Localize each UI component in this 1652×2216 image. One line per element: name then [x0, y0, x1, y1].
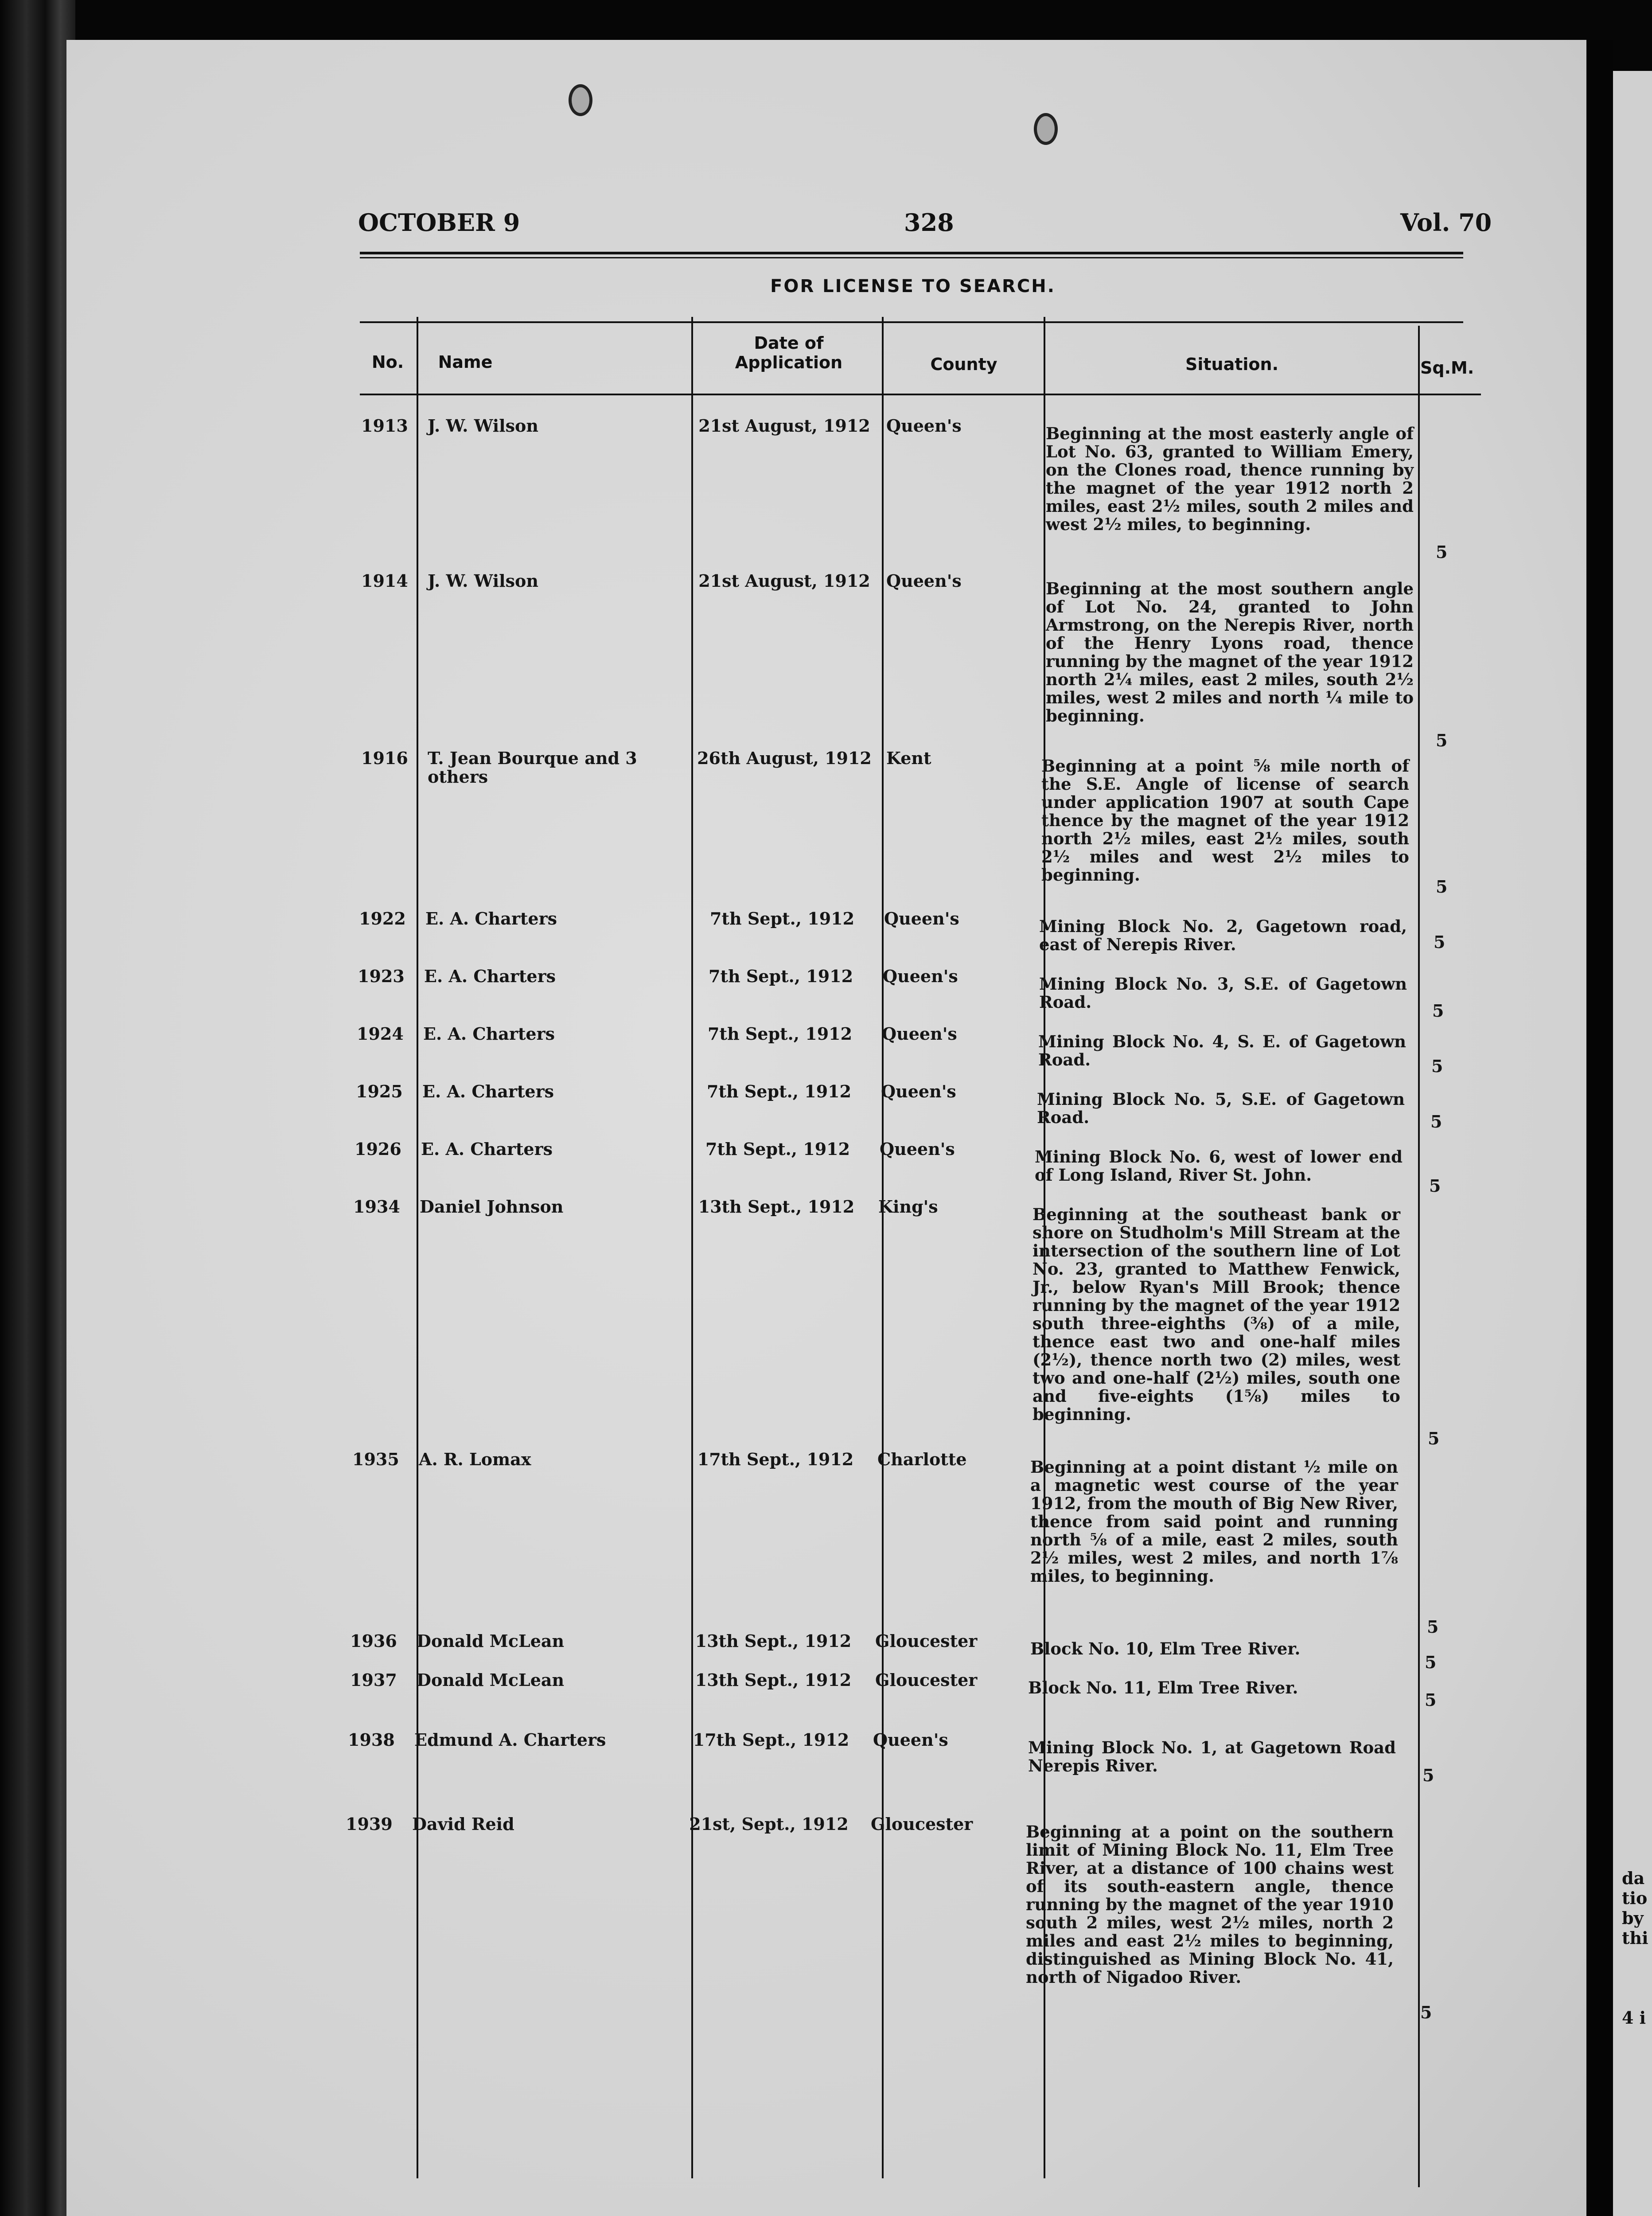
- application-number: 1936: [350, 1631, 397, 1651]
- situation-description: Block No. 11, Elm Tree River.: [1028, 1678, 1298, 1697]
- square-miles: 5: [1427, 1617, 1439, 1637]
- column-header-county: County: [930, 355, 997, 374]
- application-date: 21st, Sept., 1912: [689, 1814, 849, 1834]
- column-divider: [882, 317, 884, 2178]
- application-number: 1939: [346, 1814, 393, 1834]
- application-date: 13th Sept., 1912: [695, 1670, 852, 1690]
- applicant-name: E. A. Charters: [422, 1081, 554, 1101]
- county: Queen's: [881, 1081, 956, 1101]
- adjacent-fragment: 4 i: [1622, 2008, 1646, 2028]
- county: Gloucester: [871, 1814, 973, 1834]
- column-divider: [417, 317, 418, 2178]
- square-miles: 5: [1430, 1112, 1442, 1131]
- application-date: 13th Sept., 1912: [698, 1197, 855, 1217]
- application-number: 1937: [350, 1670, 397, 1690]
- situation-description: Beginning at the southeast bank or shore on Studholm's Mill Stream at the intersection of the southern line of Lot No. 23, granted to Matthew Fenwick, Jr., below Ryan's Mill Brook; thence running by the magnet of the year 1912 south three-eighths (⅜) of a mile, thence east two and one-half miles (2½), thence north two (2) miles, west two and one-half (2½) miles, south one and five-eights (1⅝) miles to beginning.: [1032, 1205, 1400, 1424]
- applicant-name: Donald McLean: [417, 1670, 565, 1690]
- page-gutter: [1586, 40, 1613, 2216]
- applicant-name: J. W. Wilson: [428, 416, 538, 436]
- column-header-name: Name: [438, 352, 493, 372]
- application-date: 17th Sept., 1912: [693, 1730, 849, 1750]
- application-number: 1922: [359, 909, 406, 929]
- county: Gloucester: [875, 1631, 978, 1651]
- application-number: 1935: [352, 1449, 399, 1469]
- square-miles: 5: [1422, 1765, 1434, 1785]
- situation-description: Mining Block No. 3, S.E. of Gagetown Road.: [1039, 974, 1407, 1012]
- punch-hole: [569, 84, 592, 116]
- county: Queen's: [886, 416, 962, 436]
- county: Queen's: [883, 966, 958, 986]
- application-date: 7th Sept., 1912: [709, 909, 855, 929]
- adjacent-fragment: by: [1622, 1908, 1644, 1928]
- situation-description: Mining Block No. 1, at Gagetown Road Nerepis River.: [1028, 1738, 1396, 1775]
- header-date: OCTOBER 9: [358, 208, 520, 237]
- applicant-name: E. A. Charters: [421, 1139, 553, 1159]
- column-header-situation: Situation.: [1185, 355, 1279, 374]
- application-date: 7th Sept., 1912: [707, 1024, 853, 1044]
- application-date: 21st August, 1912: [698, 416, 870, 436]
- situation-description: Beginning at a point distant ½ mile on a magnetic west course of the year 1912, from the mouth of Big New River, thence from said point and running north ⅝ of a mile, east 2 miles, south 2½ miles, west 2 miles, and north 1⅞ miles, to beginning.: [1030, 1457, 1398, 1586]
- application-date: 13th Sept., 1912: [695, 1631, 852, 1651]
- square-miles: 5: [1420, 2002, 1432, 2022]
- county: King's: [878, 1197, 938, 1217]
- square-miles: 5: [1425, 1652, 1437, 1672]
- situation-description: Beginning at the most easterly angle of Lot No. 63, granted to William Emery, on the Clones road, thence running by the magnet of the year 1912 north 2 miles, east 2½ miles, south 2 miles and west 2½ miles, to beginning.: [1046, 424, 1414, 534]
- column-header-date: Date of Application: [735, 333, 843, 372]
- county: Charlotte: [877, 1449, 967, 1469]
- square-miles: 5: [1434, 932, 1446, 952]
- application-number: 1924: [357, 1024, 404, 1044]
- adjacent-fragment: tio: [1622, 1888, 1648, 1908]
- square-miles: 5: [1436, 730, 1448, 750]
- column-divider: [1418, 326, 1420, 2187]
- scan-binding-edge: [0, 0, 75, 2216]
- application-number: 1938: [348, 1730, 395, 1750]
- application-number: 1925: [356, 1081, 403, 1101]
- situation-description: Beginning at the most southern angle of Lot No. 24, granted to John Armstrong, on the Nerepis River, north of the Henry Lyons road, thence running by the magnet of the year 1912 north 2¼ miles, east 2 miles, south 2½ miles, west 2 miles and north ¼ mile to beginning.: [1046, 579, 1414, 726]
- situation-description: Mining Block No. 6, west of lower end of Long Island, River St. John.: [1035, 1147, 1403, 1185]
- application-number: 1926: [355, 1139, 401, 1159]
- column-divider: [691, 317, 693, 2178]
- situation-description: Beginning at a point on the southern limit of Mining Block No. 11, Elm Tree River, at a distance of 100 chains west of its south-eastern angle, thence running by the magnet of the year 1910 south 2 miles, west 2½ miles, north 2 miles and east 2½ miles to beginning, distinguished as Mining Block No. 41, north of Nigadoo River.: [1026, 1822, 1394, 1987]
- application-date: 7th Sept., 1912: [708, 966, 853, 986]
- adjacent-fragment: thi: [1622, 1928, 1648, 1948]
- applicant-name: E. A. Charters: [423, 1024, 555, 1044]
- county: Queen's: [884, 909, 959, 929]
- application-number: 1934: [353, 1197, 400, 1217]
- square-miles: 5: [1436, 542, 1448, 562]
- punch-hole: [1034, 113, 1058, 145]
- application-date: 17th Sept., 1912: [697, 1449, 854, 1469]
- header-volume: Vol. 70: [1400, 208, 1492, 237]
- county: Queen's: [873, 1730, 948, 1750]
- applicant-name: E. A. Charters: [424, 966, 556, 986]
- county: Gloucester: [875, 1670, 978, 1690]
- situation-description: Block No. 10, Elm Tree River.: [1030, 1639, 1301, 1658]
- county: Queen's: [886, 571, 962, 591]
- applicant-name: T. Jean Bourque and 3 others: [428, 748, 637, 787]
- situation-description: Mining Block No. 5, S.E. of Gagetown Road.: [1037, 1089, 1405, 1127]
- square-miles: 5: [1431, 1056, 1443, 1076]
- adjacent-fragment: da: [1622, 1868, 1645, 1888]
- situation-description: Beginning at a point ⅝ mile north of the S.E. Angle of license of search under application 1907 at south Cape thence by the magnet of the year 1912 north 2½ miles, east 2½ miles, south 2½ miles and west 2½ miles to beginning.: [1041, 756, 1409, 885]
- application-date: 26th August, 1912: [697, 748, 872, 768]
- applicant-name: E. A. Charters: [425, 909, 557, 929]
- application-date: 7th Sept., 1912: [705, 1139, 850, 1159]
- section-title: FOR LICENSE TO SEARCH.: [770, 276, 1056, 297]
- square-miles: 5: [1428, 1428, 1440, 1448]
- applicant-name: J. W. Wilson: [428, 571, 538, 591]
- county: Kent: [886, 748, 931, 768]
- table-header-rule: [360, 394, 1481, 395]
- applicant-name: Daniel Johnson: [420, 1197, 564, 1217]
- county: Queen's: [880, 1139, 955, 1159]
- header-page-number: 328: [904, 208, 954, 237]
- column-header-no: No.: [371, 352, 404, 372]
- applicant-name: Donald McLean: [417, 1631, 565, 1651]
- application-date: 21st August, 1912: [698, 571, 870, 591]
- situation-description: Mining Block No. 4, S. E. of Gagetown Road.: [1038, 1032, 1406, 1069]
- county: Queen's: [882, 1024, 957, 1044]
- application-number: 1914: [361, 571, 408, 591]
- applicant-name: Edmund A. Charters: [414, 1730, 606, 1750]
- application-date: 7th Sept., 1912: [706, 1081, 852, 1101]
- square-miles: 5: [1436, 877, 1448, 897]
- application-number: 1916: [361, 748, 408, 768]
- header-rule: [360, 252, 1463, 254]
- square-miles: 5: [1429, 1176, 1441, 1196]
- applicant-name: A. R. Lomax: [419, 1449, 531, 1469]
- table-top-rule: [360, 321, 1463, 323]
- square-miles: 5: [1432, 1001, 1444, 1021]
- application-number: 1923: [358, 966, 405, 986]
- header-rule: [360, 257, 1463, 258]
- column-header-sqm: Sq.M.: [1420, 358, 1474, 378]
- situation-description: Mining Block No. 2, Gagetown road, east of Nerepis River.: [1039, 917, 1407, 954]
- application-number: 1913: [361, 416, 408, 436]
- square-miles: 5: [1425, 1690, 1437, 1710]
- applicant-name: David Reid: [412, 1814, 514, 1834]
